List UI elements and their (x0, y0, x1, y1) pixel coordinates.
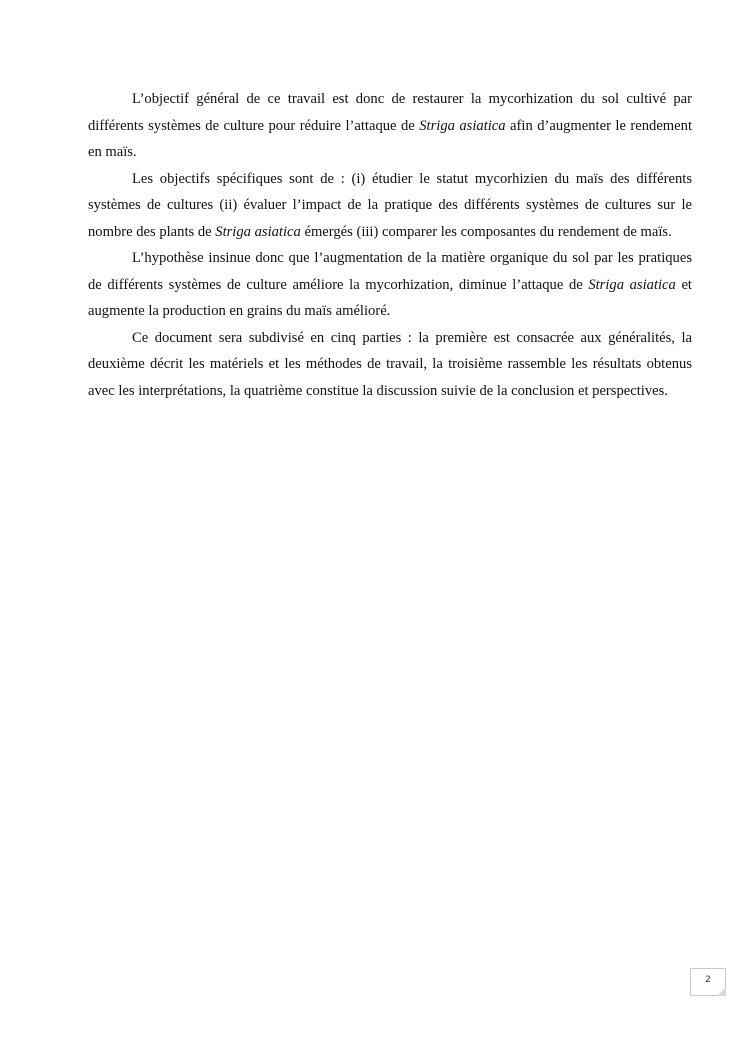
text-segment: et augmente la production en grains du maïs amélioré. (88, 276, 692, 319)
page-number: 2 (705, 975, 711, 985)
species-name: Striga asiatica (419, 117, 506, 134)
text-segment: afin d’augmenter le rendement en maïs. (88, 117, 692, 160)
paragraph-objectives-specific (88, 166, 692, 246)
text-segment: Ce document sera subdivisé en cinq parties : la première est consacrée aux généralités, la deuxième décrit les matériels et les méthodes de travail, la troisième rassemble les résultats obtenus avec les interprétations, la quatrième constitue la discussion suivie de la conclusion et perspectives. (88, 329, 692, 399)
text-segment: Les objectifs spécifiques sont de : (i) étudier le statut mycorhizien du maïs des différents systèmes de cultures (ii) évaluer l’impact de la pratique des différents systèmes de cultures sur le nombre des plants de (88, 170, 692, 240)
paragraph-document-structure (88, 325, 692, 405)
species-name: Striga asiatica (215, 223, 301, 240)
paragraph-hypothesis (88, 245, 692, 325)
text-segment: L’hypothèse insinue donc que l’augmentation de la matière organique du sol par les pratiques de différents systèmes de culture améliore la mycorhization, diminue l’attaque de (88, 250, 692, 293)
text-segment: émergés (iii) comparer les composantes du rendement de maïs. (300, 223, 672, 240)
page-fold-icon (717, 987, 726, 996)
paragraph-objective-general (88, 86, 692, 166)
text-segment: L’objectif général de ce travail est donc de restaurer la mycorhization du sol cultivé par différents systèmes de culture pour réduire l’attaque de (88, 91, 692, 134)
page-number-box (690, 968, 726, 996)
body-text (88, 86, 692, 404)
species-name: Striga asiatica (588, 276, 676, 293)
